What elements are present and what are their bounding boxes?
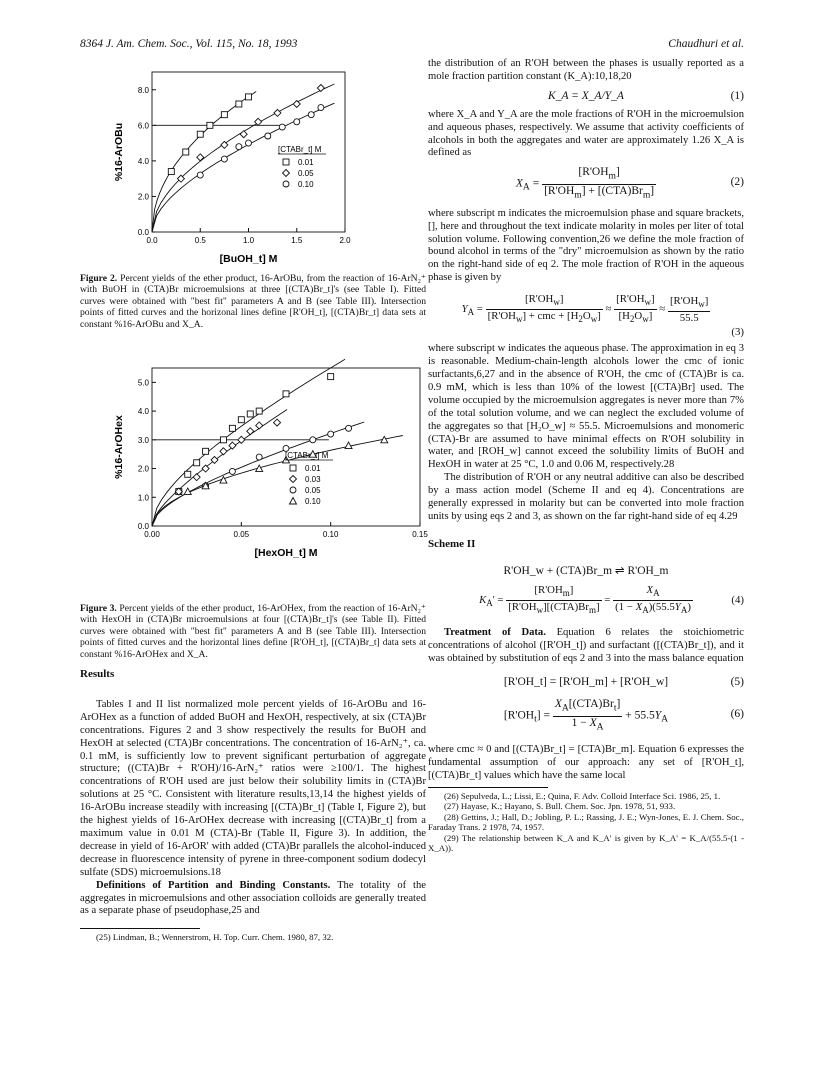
- data-point-0.05: [256, 454, 262, 460]
- y-tick-label: 8.0: [137, 85, 149, 95]
- scheme-ii-label: Scheme II: [428, 537, 476, 550]
- y-tick-label: 6.0: [137, 121, 149, 131]
- y-axis-label: %16-ArOBu: [113, 122, 125, 182]
- footnote-29: (29) The relationship between K_A and K_A' is given by K_A' = K_A/(55.5-(1 - X_A)).: [428, 832, 744, 854]
- equation-4: $K_A'$ = $[R'OH_m]$ $[R'OH_w][(CTA)Br_m]$ = $\frac{X_A}{(1 - X_A)(55.5Y_A)}$ (4): [479, 583, 744, 615]
- figure-2-chart: [80, 58, 426, 268]
- data-point-0.01: [236, 101, 242, 107]
- legend-marker-0.10: [290, 498, 297, 505]
- data-point-0.01: [185, 471, 191, 477]
- footnote-rule: [80, 928, 200, 929]
- data-point-0.03: [193, 474, 200, 481]
- y-tick-label: 4.0: [137, 156, 149, 166]
- data-point-0.10: [236, 144, 242, 150]
- data-point-0.05: [328, 431, 334, 437]
- data-point-0.03: [202, 465, 209, 472]
- footnote-26: (26) Sepulveda, L.; Lissi, E.; Quina, F. Adv. Colloid Interface Sci. 1986, 25, 1.: [444, 790, 721, 801]
- footnote-rule-right: [428, 787, 548, 788]
- right-paragraph-4: where subscript w indicates the aqueous phase. The approximation in eq 3 is reasonable. Medium-chain-length alcohols lower the cmc of ionic surfactants,6,27 and in the absence of R'OH, the cmc of (CTA)Br is ca. 0.9 mM, which is less than 10% of the lowest [(CTA)Br] used. The volume occupied by the microemulsion aggregates is never more than 7% of the total solution volume, and we can neglect the excluded volume of the aggregates so that [H₂O_w] ≈ 55.5. Microemulsions and monomeric (CTA)-Br are assumed to have minimal effects on R'OH solubility in water, and [ROH_w] cannot exceed the solubility limits of BuOH and HexOH in water at 25 °C, 1.0 and 0.06 M, respectively.28: [428, 343, 744, 471]
- data-point-0.01: [328, 374, 334, 380]
- definitions-paragraph: Definitions of Partition and Binding Constants. The totality of the aggregates in microemulsions and other association colloids are generally treated as a separate phase of pseudophase,25 and: [80, 879, 427, 917]
- fitted-curve-0.10: [152, 103, 334, 232]
- figure-3-chart: [80, 358, 426, 598]
- fitted-curve-0.01: [152, 92, 256, 233]
- right-paragraph-5: The distribution of R'OH or any neutral additive can also be described by a mass action model (Scheme II and eq 4). Concentrations are generally expressed in molarity but can be converted into mole fraction units by using eqs 2 and 3, as shown on the far right-hand side of eq 4.29: [428, 472, 744, 522]
- legend-label: 0.01: [298, 158, 314, 167]
- data-point-0.05: [317, 85, 324, 92]
- data-point-0.01: [183, 149, 189, 155]
- x-tick-label: 2.0: [339, 236, 351, 245]
- x-tick-label: 0.0: [146, 236, 158, 245]
- data-point-0.01: [238, 417, 244, 423]
- equation-5: [R'OH_t] = [R'OH_m] + [R'OH_w] (5): [503, 675, 744, 688]
- results-paragraph: Tables I and II list normalized mole percent yields of 16-ArOBu and 16-ArOHex as a function of added BuOH and HexOH, respectively, at six (CTA)Br concentrations. Figures 2 and 3 show respectively the results for BuOH and HexOH at selected (CTA)Br concentrations. The concentration of 16-ArN₂⁺, ca. 0.1 mM, is sufficiently low to prevent significant perturbation of aggregate structure; ((CTA)Br + R'OH)/16-ArN₂⁺ ratios were ≥100/1. The highest concentrations of R'OH used are just below their solubility limits in (CTA)Br solutions at 25 °C. Consistent with literature results,13,14 the highest yields of 16-ArOBu increase steadily with increasing [(CTA)Br_t] (Table I, Figure 2), but the highest yields of 16-ArOHex decrease with increasing [(CTA)Br_t] from a maximum value in 0.01 M (CTA)-Br (Table II, Figure 3). In addition, the decrease in yield of 16-ArOR' with added (CTA)Br parallels the alcohol-induced decrease in fluorescence intensity of pyrene in three-component sodium dodecyl sulfate (SDS) microemulsions.18: [80, 698, 426, 878]
- data-point-0.03: [229, 442, 236, 449]
- data-point-0.05: [346, 425, 352, 431]
- y-axis-label: %16-ArOHex: [113, 415, 125, 479]
- y-tick-label: 3.0: [137, 435, 149, 445]
- data-point-0.10: [279, 124, 285, 130]
- data-point-0.05: [229, 468, 235, 474]
- x-tick-label: 0.15: [412, 530, 428, 539]
- fitted-curve-0.03: [152, 410, 287, 527]
- data-point-0.03: [274, 419, 281, 426]
- data-point-0.10: [345, 442, 352, 449]
- data-point-0.01: [283, 391, 289, 397]
- x-axis-label: [HexOH_t] M: [254, 547, 318, 559]
- legend-label: 0.03: [305, 475, 321, 484]
- legend-marker-0.05: [290, 487, 296, 493]
- data-point-0.01: [229, 425, 235, 431]
- legend-marker-0.01: [290, 465, 296, 471]
- right-column: [428, 58, 744, 854]
- right-paragraph-6: where cmc ≈ 0 and [(CTA)Br_t] = [CTA)Br_m]. Equation 6 expresses the fundamental assumption of our approach: any set of [R'OH_t], [(CTA)Br_t] values which have the same local: [428, 743, 744, 781]
- data-point-0.01: [203, 448, 209, 454]
- data-point-0.01: [221, 112, 227, 118]
- figure-3-caption: Figure 3. Percent yields of the ether product, 16-ArOHex, from the reaction of 16-ArN₂⁺ with HexOH in (CTA)Br microemulsions at four [(CTA)Br_t]'s (see Table II). Fitted curves were obtained with "best fit" parameters A and B (see Table III). Intersection points of fitted curves and the horizontal lines define [R'OH_t], [(CTA)Br_t] data sets at constant %16-ArOHex and X_A.: [80, 602, 426, 660]
- x-tick-label: 0.10: [322, 530, 339, 539]
- y-tick-label: 2.0: [137, 192, 149, 202]
- legend-label: 0.10: [298, 180, 314, 189]
- data-point-0.10: [318, 105, 324, 111]
- data-point-0.01: [194, 460, 200, 466]
- running-header-right: Chaudhuri et al.: [668, 38, 744, 50]
- equation-1: K_A = X_A/Y_A (1): [548, 89, 744, 102]
- data-point-0.10: [246, 140, 252, 146]
- x-tick-label: 1.5: [291, 236, 303, 245]
- y-tick-label: 4.0: [137, 407, 149, 417]
- results-heading: Results: [80, 668, 115, 680]
- data-point-0.10: [308, 112, 314, 118]
- data-point-0.03: [247, 428, 254, 435]
- figure-2-caption: Figure 2. Percent yields of the ether product, 16-ArOBu, from the reaction of 16-ArN₂⁺ with BuOH in (CTA)Br microemulsions at three [(CTA)Br_t]'s (see Table I). Fitted curves were obtained with "best fit" parameters A and B (see Table III). Intersection points of fitted curves and the horizonal lines define [R'OH_t], [(CTA)Br_t] data sets at constant %16-ArOBu and X_A.: [80, 272, 426, 330]
- data-point-0.05: [274, 109, 281, 116]
- data-point-0.10: [221, 156, 227, 162]
- fitted-curve-0.10: [152, 436, 403, 527]
- y-tick-label: 5.0: [137, 378, 149, 388]
- legend-title: [CTABr_t] M: [278, 145, 322, 154]
- y-tick-label: 0.0: [137, 522, 149, 531]
- legend-marker-0.01: [283, 159, 289, 165]
- legend-marker-0.03: [290, 476, 297, 483]
- scheme-ii-equation: R'OH_w + (CTA)Br_m ⇌ R'OH_m: [503, 564, 669, 577]
- footnote-28: (28) Gettins, J.; Hall, D.; Jobling, P. L.; Rassing, J. E.; Wyn-Jones, E. J. Chem. Soc., Faraday Trans. 2 1978, 74, 1957.: [428, 811, 744, 833]
- treatment-paragraph: Treatment of Data. Equation 6 relates the stoichiometric concentrations of alcohol ([R'OH_t]) and surfactant ([(CTA)Br_t]), and it was obtained by substitution of eqs 2 and 3 into the mass balance equation: [428, 626, 745, 664]
- equation-2: $X_A$ = $[R'OH_m]$ $[R'OH_m] + [(CTA)Br_m]$ (2): [515, 166, 744, 200]
- x-tick-label: 0.5: [194, 236, 206, 245]
- x-tick-label: 1.0: [242, 236, 255, 245]
- data-point-0.03: [220, 448, 227, 455]
- running-header-left: 8364 J. Am. Chem. Soc., Vol. 115, No. 18, 1993: [80, 38, 298, 50]
- legend-label: 0.05: [298, 169, 314, 178]
- footnote-25: (25) Lindman, B.; Wennerstrom, H. Top. Curr. Chem. 1980, 87, 32.: [96, 932, 334, 943]
- legend-marker-0.05: [283, 170, 290, 177]
- legend-title: [CTABr_t] M: [285, 451, 329, 460]
- left-column: [80, 58, 426, 330]
- equation-6: $[R'OH_t]$ = $X_A[(CTA)Br_t]$ $1 - X_A$ + $55.5Y_A$ (6): [503, 698, 744, 732]
- left-column-fig3: [80, 358, 426, 660]
- data-point-0.01: [256, 408, 262, 414]
- data-point-0.01: [197, 131, 203, 137]
- right-paragraph-1: the distribution of an R'OH between the phases is usually reported as a mole fraction partition constant (K_A):10,18,20: [428, 58, 744, 82]
- y-tick-label: 0.0: [137, 228, 149, 237]
- data-point-0.01: [207, 122, 213, 128]
- y-tick-label: 2.0: [137, 464, 149, 474]
- data-point-0.10: [294, 119, 300, 125]
- x-axis-label: [BuOH_t] M: [219, 253, 278, 265]
- data-point-0.10: [197, 172, 203, 178]
- data-point-0.10: [265, 133, 271, 139]
- data-point-0.01: [247, 411, 253, 417]
- legend-label: 0.01: [305, 464, 321, 473]
- x-tick-label: 0.00: [144, 530, 160, 539]
- legend-label: 0.05: [305, 486, 321, 495]
- data-point-0.05: [310, 437, 316, 443]
- data-point-0.01: [220, 437, 226, 443]
- right-paragraph-3: where subscript m indicates the microemulsion phase and square brackets, [], here and throughout the text indicate molarity in moles per liter of total solution volume. Following convention,26 we define the mole fraction of bound alcohol in terms of the "dry" microemulsion as shown by the ratio on the right-hand side of eq 2. The mole fraction of R'OH in the aqueous phase is given by: [428, 207, 744, 284]
- footnote-27: (27) Hayase, K.; Hayano, S. Bull. Chem. Soc. Jpn. 1978, 51, 933.: [444, 801, 676, 812]
- legend-marker-0.10: [283, 181, 289, 187]
- results-section: [80, 668, 426, 943]
- data-point-0.01: [246, 94, 252, 100]
- y-tick-label: 1.0: [137, 493, 149, 503]
- right-paragraph-2: where X_A and Y_A are the mole fractions of R'OH in the microemulsion and aqueous phases, respectively. We assume that activity coefficients of alcohols in both the aggregates and water are approximately 1.26 X_A is defined as: [428, 108, 744, 159]
- data-point-0.03: [256, 422, 263, 429]
- data-point-0.05: [240, 131, 247, 138]
- legend-label: 0.10: [305, 497, 321, 506]
- equation-3: $Y_A$ = $[R'OH_w]$ $[R'OH_w]$ + cmc + $[H_2O_w]$ ≈ $[R'OH_w]$ $[H_2O_w]$ ≈ $[R'OH_w]$ 55.5 (3): [461, 293, 744, 339]
- x-tick-label: 0.05: [233, 530, 250, 539]
- data-point-0.01: [168, 169, 174, 175]
- data-point-0.05: [293, 101, 300, 108]
